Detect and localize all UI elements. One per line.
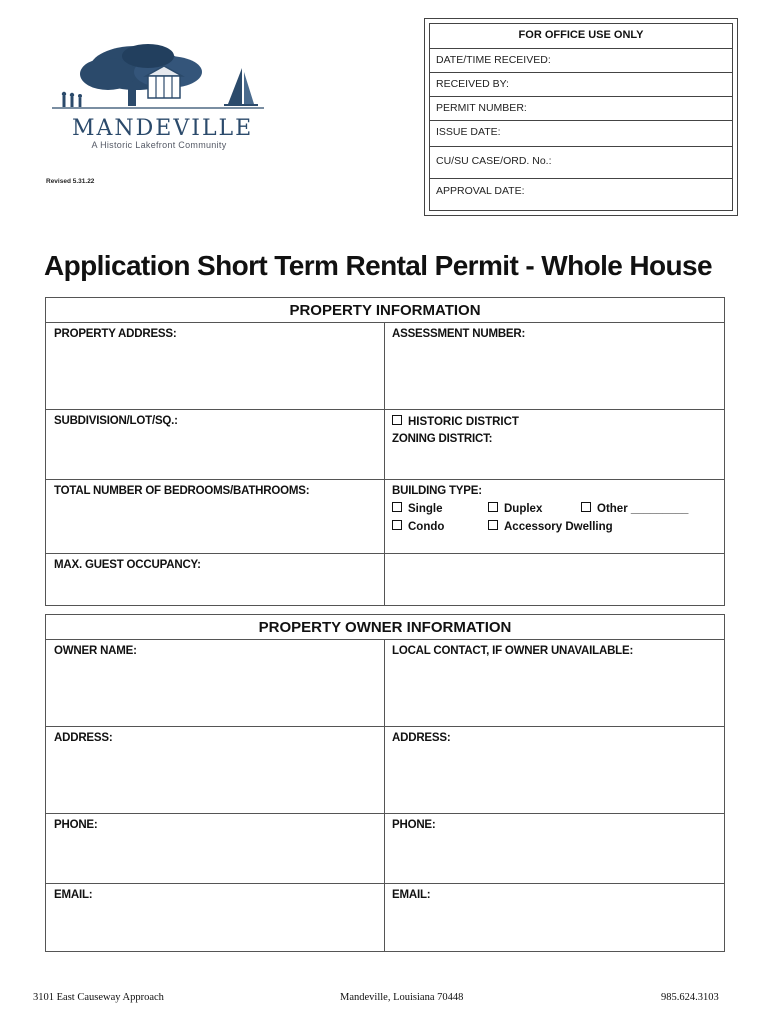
owner-row-email: [46, 883, 724, 952]
office-field-date-received[interactable]: DATE/TIME RECEIVED:: [436, 54, 551, 66]
checkbox-icon: [392, 502, 402, 512]
property-row-guests: [46, 553, 724, 606]
column-divider: [384, 480, 385, 554]
duplex-checkbox[interactable]: [488, 502, 542, 515]
checkbox-icon: [392, 520, 402, 530]
office-field-issue-date[interactable]: ISSUE DATE:: [436, 126, 501, 138]
property-row-address: [46, 322, 724, 410]
owner-row-address: [46, 726, 724, 814]
historic-district-label: HISTORIC DISTRICT: [408, 416, 519, 428]
owner-name-field[interactable]: OWNER NAME:: [54, 645, 137, 657]
column-divider: [384, 727, 385, 814]
condo-label: Condo: [408, 521, 445, 533]
checkbox-icon: [581, 502, 591, 512]
checkbox-icon: [488, 520, 498, 530]
logo-name: MANDEVILLE: [72, 116, 254, 141]
contact-phone-field[interactable]: PHONE:: [392, 819, 436, 831]
owner-email-field[interactable]: EMAIL:: [54, 889, 93, 901]
checkbox-icon: [392, 415, 402, 425]
checkbox-icon: [488, 502, 498, 512]
office-divider: [430, 146, 732, 147]
office-divider: [430, 120, 732, 121]
office-divider: [430, 178, 732, 179]
building-type-label: BUILDING TYPE:: [392, 485, 482, 497]
column-divider: [384, 323, 385, 410]
office-field-case-ord[interactable]: CU/SU CASE/ORD. No.:: [436, 155, 552, 167]
page-title: Application Short Term Rental Permit - Whole House: [44, 250, 712, 281]
office-field-permit-number[interactable]: PERMIT NUMBER:: [436, 102, 527, 114]
office-use-inner: [429, 23, 733, 211]
other-label: Other _________: [597, 503, 689, 515]
owner-row-name: [46, 639, 724, 727]
bedrooms-bathrooms-field[interactable]: TOTAL NUMBER OF BEDROOMS/BATHROOMS:: [54, 485, 310, 497]
section-heading: PROPERTY OWNER INFORMATION: [258, 619, 512, 636]
footer-address: 3101 East Causeway Approach: [33, 992, 164, 1003]
revision-date: Revised 5.31.22: [46, 178, 95, 185]
single-checkbox[interactable]: [392, 502, 443, 515]
column-divider: [384, 554, 385, 606]
owner-address-field[interactable]: ADDRESS:: [54, 732, 113, 744]
accessory-dwelling-label: Accessory Dwelling: [504, 521, 613, 533]
property-information-section: [45, 297, 725, 606]
property-row-subdivision: [46, 409, 724, 480]
owner-row-phone: [46, 813, 724, 884]
contact-email-field[interactable]: EMAIL:: [392, 889, 431, 901]
column-divider: [384, 884, 385, 952]
footer-city: Mandeville, Louisiana 70448: [340, 992, 464, 1003]
column-divider: [384, 640, 385, 727]
footer-phone: 985.624.3103: [661, 992, 719, 1003]
single-label: Single: [408, 503, 443, 515]
office-use-title: FOR OFFICE USE ONLY: [518, 29, 644, 41]
tree-gazebo-sailboat-icon: [48, 38, 270, 118]
owner-phone-field[interactable]: PHONE:: [54, 819, 98, 831]
historic-district-checkbox[interactable]: [392, 415, 519, 428]
section-heading: PROPERTY INFORMATION: [289, 302, 481, 319]
office-field-received-by[interactable]: RECEIVED BY:: [436, 78, 509, 90]
condo-checkbox[interactable]: [392, 520, 444, 533]
subdivision-field[interactable]: SUBDIVISION/LOT/SQ.:: [54, 415, 178, 427]
office-divider: [430, 48, 732, 49]
max-guest-occupancy-field[interactable]: MAX. GUEST OCCUPANCY:: [54, 559, 201, 571]
accessory-dwelling-checkbox[interactable]: [488, 520, 613, 533]
city-logo: [48, 38, 270, 158]
assessment-number-field[interactable]: ASSESSMENT NUMBER:: [392, 328, 526, 340]
office-divider: [430, 72, 732, 73]
property-address-field[interactable]: PROPERTY ADDRESS:: [54, 328, 177, 340]
office-field-approval-date[interactable]: APPROVAL DATE:: [436, 185, 525, 197]
column-divider: [384, 814, 385, 884]
office-use-box: [424, 18, 738, 216]
zoning-district-field[interactable]: ZONING DISTRICT:: [392, 433, 493, 445]
other-checkbox[interactable]: [581, 502, 688, 515]
office-divider: [430, 96, 732, 97]
property-row-bedrooms: [46, 479, 724, 554]
owner-information-section: [45, 614, 725, 952]
column-divider: [384, 410, 385, 480]
logo-tagline: A Historic Lakefront Community: [91, 140, 227, 150]
duplex-label: Duplex: [504, 503, 543, 515]
local-contact-field[interactable]: LOCAL CONTACT, IF OWNER UNAVAILABLE:: [392, 645, 634, 657]
contact-address-field[interactable]: ADDRESS:: [392, 732, 451, 744]
